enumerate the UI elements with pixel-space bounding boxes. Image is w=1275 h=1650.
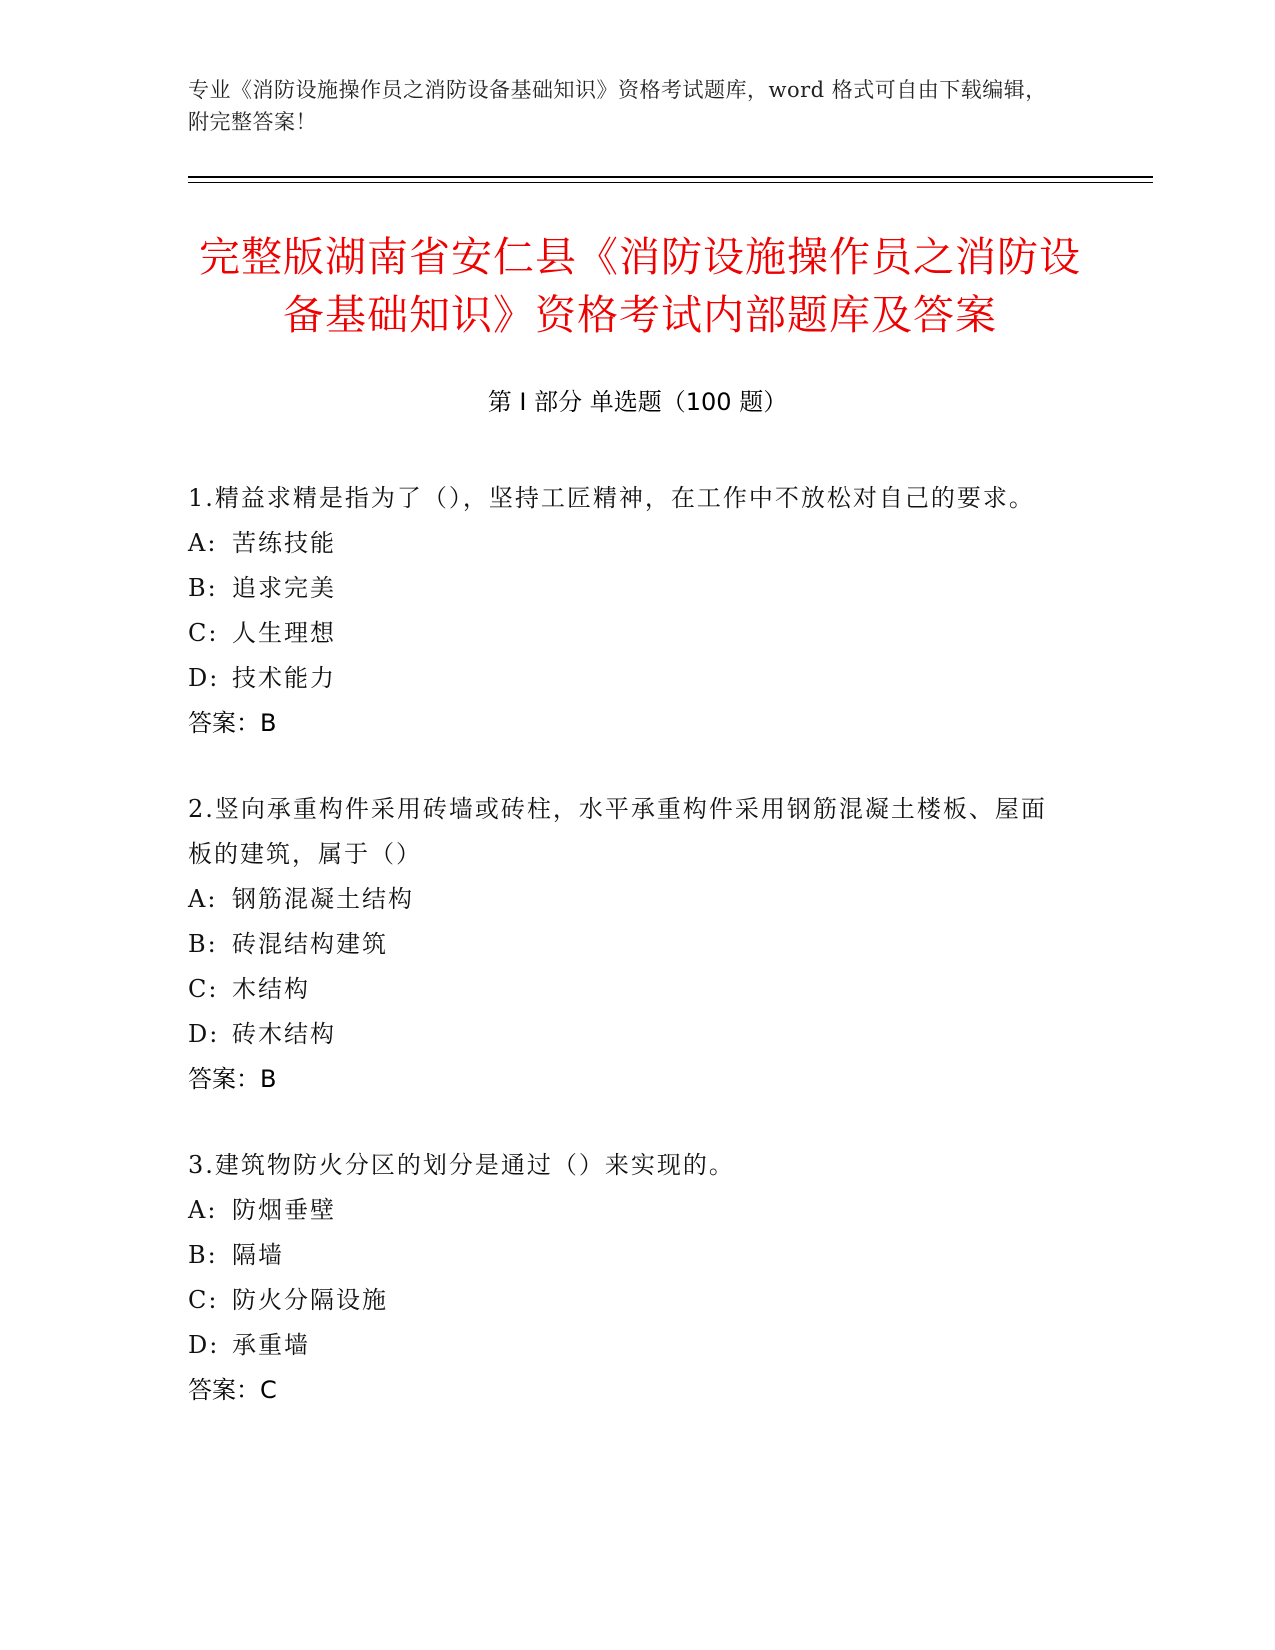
option-a [188, 1188, 1068, 1233]
answer-line: 答案：B [188, 1065, 277, 1093]
option-text: 隔墙 [232, 1241, 284, 1269]
section-heading: 第 I 部分 单选题（100 题） [487, 388, 788, 416]
question-stem: 3.建筑物防火分区的划分是通过（）来实现的。 [188, 1151, 735, 1179]
option-text: 苦练技能 [232, 529, 336, 557]
option-text: 防烟垂壁 [232, 1196, 336, 1224]
option-key: A: [188, 1196, 218, 1224]
question-2 [188, 787, 1068, 1102]
option-text: 人生理想 [232, 619, 336, 647]
option-c [188, 967, 1068, 1012]
option-key: D: [188, 1020, 220, 1048]
option-b [188, 1233, 1068, 1278]
option-text: 砖混结构建筑 [232, 930, 388, 958]
option-key: A: [188, 885, 218, 913]
option-text: 追求完美 [232, 574, 336, 602]
option-key: C: [188, 975, 219, 1003]
header-divider-thick [188, 176, 1153, 178]
option-key: D: [188, 664, 220, 692]
question-list [188, 476, 1068, 1454]
option-text: 防火分隔设施 [232, 1286, 388, 1314]
option-c [188, 1278, 1068, 1323]
option-text: 承重墙 [232, 1331, 310, 1359]
question-1 [188, 476, 1068, 746]
answer-line: 答案：B [188, 709, 277, 737]
document-title: 完整版湖南省安仁县《消防设施操作员之消防设备基础知识》资格考试内部题库及答案 [199, 233, 1081, 339]
option-a [188, 521, 1068, 566]
header-divider-thin [188, 182, 1153, 183]
option-text: 木结构 [232, 975, 310, 1003]
question-stem: 1.精益求精是指为了（），坚持工匠精神，在工作中不放松对自己的要求。 [188, 484, 1035, 512]
option-d [188, 656, 1068, 701]
option-key: B: [188, 574, 218, 602]
option-b [188, 566, 1068, 611]
option-c [188, 611, 1068, 656]
option-d [188, 1012, 1068, 1057]
question-3 [188, 1143, 1068, 1413]
option-key: B: [188, 1241, 218, 1269]
option-text: 砖木结构 [232, 1020, 336, 1048]
option-d [188, 1323, 1068, 1368]
option-text: 钢筋混凝土结构 [232, 885, 414, 913]
question-stem: 2.竖向承重构件采用砖墙或砖柱，水平承重构件采用钢筋混凝土楼板、屋面板的建筑，属于（） [188, 795, 1047, 868]
option-key: A: [188, 529, 218, 557]
option-b [188, 922, 1068, 967]
answer-line: 答案：C [188, 1376, 277, 1404]
option-key: C: [188, 619, 219, 647]
option-key: C: [188, 1286, 219, 1314]
option-key: D: [188, 1331, 220, 1359]
option-a [188, 877, 1068, 922]
header-note: 专业《消防设施操作员之消防设备基础知识》资格考试题库，word 格式可自由下载编辑，附完整答案！ [188, 78, 1047, 134]
option-key: B: [188, 930, 218, 958]
option-text: 技术能力 [232, 664, 336, 692]
